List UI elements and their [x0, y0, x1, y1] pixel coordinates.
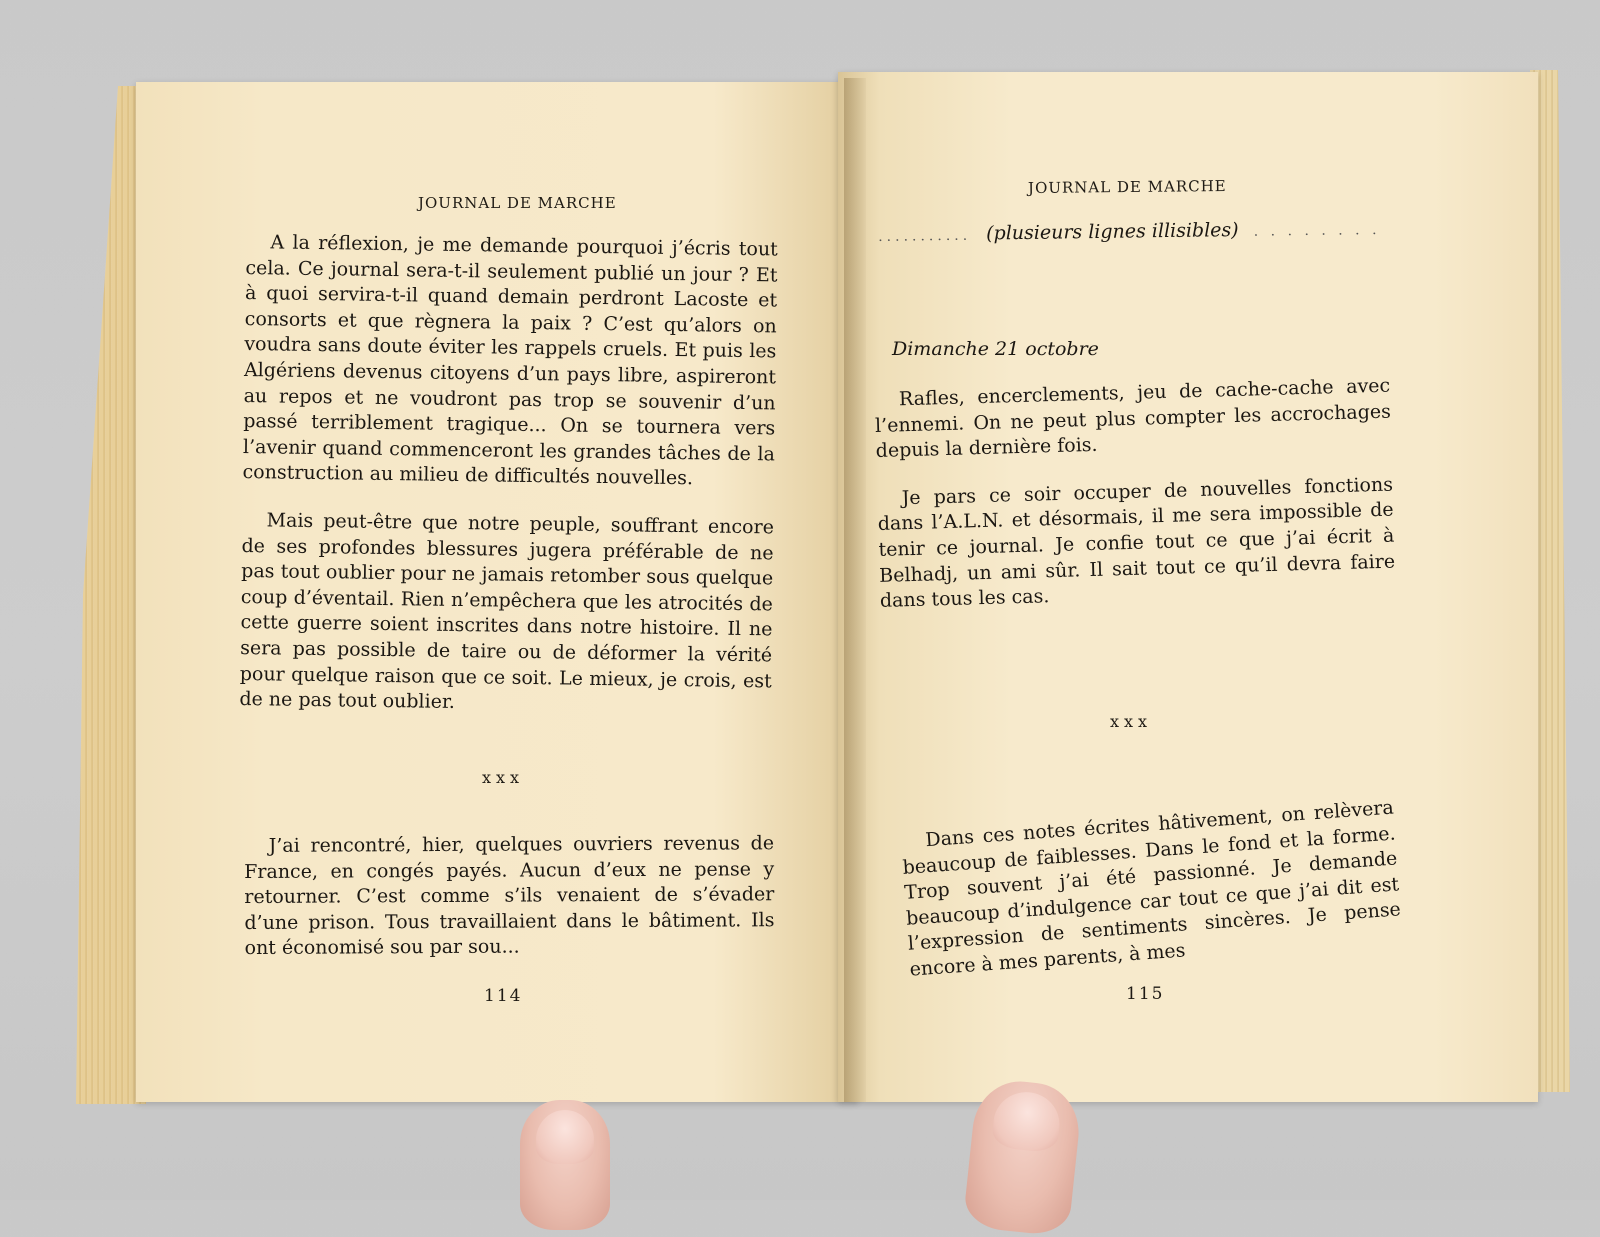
left-page-body-after-separator [244, 831, 775, 962]
section-separator: xxx [1110, 712, 1153, 731]
running-head: JOURNAL DE MARCHE [418, 194, 617, 212]
paragraph: Mais peut-être que notre peuple, souffrant encore de ses profondes blessures jugera préférable de ne pas tout oublier pour ne jamais retomber sous quelque coup d’éventail. Rien n’empêchera que les atrocités de cette guerre soient inscrites dans notre histoire. Il ne sera pas possible de taire ou de déformer la vérité pour quelque raison que ce soit. Le mieux, je crois, est de ne pas tout oublier. [239, 509, 775, 714]
paragraph: A la réflexion, je me demande pourquoi j’écris tout cela. Ce journal sera-t-il seulement publié un jour ? Et à quoi servira-t-il quand demain perdront Lacoste et consorts et que règnera la paix ? C’est qu’alors on voudra sans doute éviter les rappels cruels. Et puis les Algériens devenus citoyens d’un pays libre, aspireront au repos et ne voudront pas trop se souvenir d’un passé terriblement tragique... On se tournera vers l’avenir quand commenceront les grandes tâches de la construction au milieu de difficultés nouvelles. [242, 231, 778, 490]
running-head: JOURNAL DE MARCHE [1027, 176, 1227, 198]
paragraph: Je pars ce soir occuper de nouvelles fonctions dans l’A.L.N. et désormais, il me sera impossible de tenir ce journal. Je confie tout ce que j’ai écrit à Belhadj, un ami sûr. Il sait tout ce qu’il devra faire dans tous les cas. [877, 473, 1396, 613]
left-page-body [239, 230, 778, 720]
thumbnail [991, 1089, 1063, 1154]
right-page [838, 72, 1538, 1102]
paragraph: Rafles, encerclements, jeu de cache-cache avec l’ennemi. On ne peut plus compter les accrochages depuis la dernière fois. [874, 374, 1392, 463]
page-number: 114 [484, 986, 523, 1006]
paragraph: Dans ces notes écrites hâtivement, on relèvera beaucoup de faiblesses. Dans le fond et la forme. Trop souvent j’ai été passionné. Je demande beaucoup d’indulgence car tout ce que j’ai dit est l’expression de sentiments sincères. Je pense encore à mes parents, à mes [901, 796, 1402, 981]
paragraph: J’ai rencontré, hier, quelques ouvriers revenus de France, en congés payés. Aucun d’eux ne pense y retourner. C’est comme s’ils venaient de s’évader d’une prison. Tous travaillaient dans le bâtiment. Ils ont économisé sou par sou... [244, 832, 775, 960]
entry-date: Dimanche 21 octobre [892, 338, 1099, 360]
illegible-note: (plusieurs lignes illisibles) [986, 218, 1239, 245]
right-page-body [874, 374, 1396, 615]
left-thumb [520, 1100, 610, 1230]
book-gutter [844, 78, 866, 1102]
leader-dots: . . . . . . . . [1253, 221, 1381, 240]
leader-dots: ........... [878, 227, 972, 245]
illegible-line [878, 217, 1398, 246]
thumbnail [536, 1110, 594, 1164]
left-page [136, 82, 858, 1102]
page-number: 115 [1126, 984, 1165, 1004]
section-separator: xxx [482, 768, 525, 787]
right-page-body-after-separator [900, 796, 1404, 984]
